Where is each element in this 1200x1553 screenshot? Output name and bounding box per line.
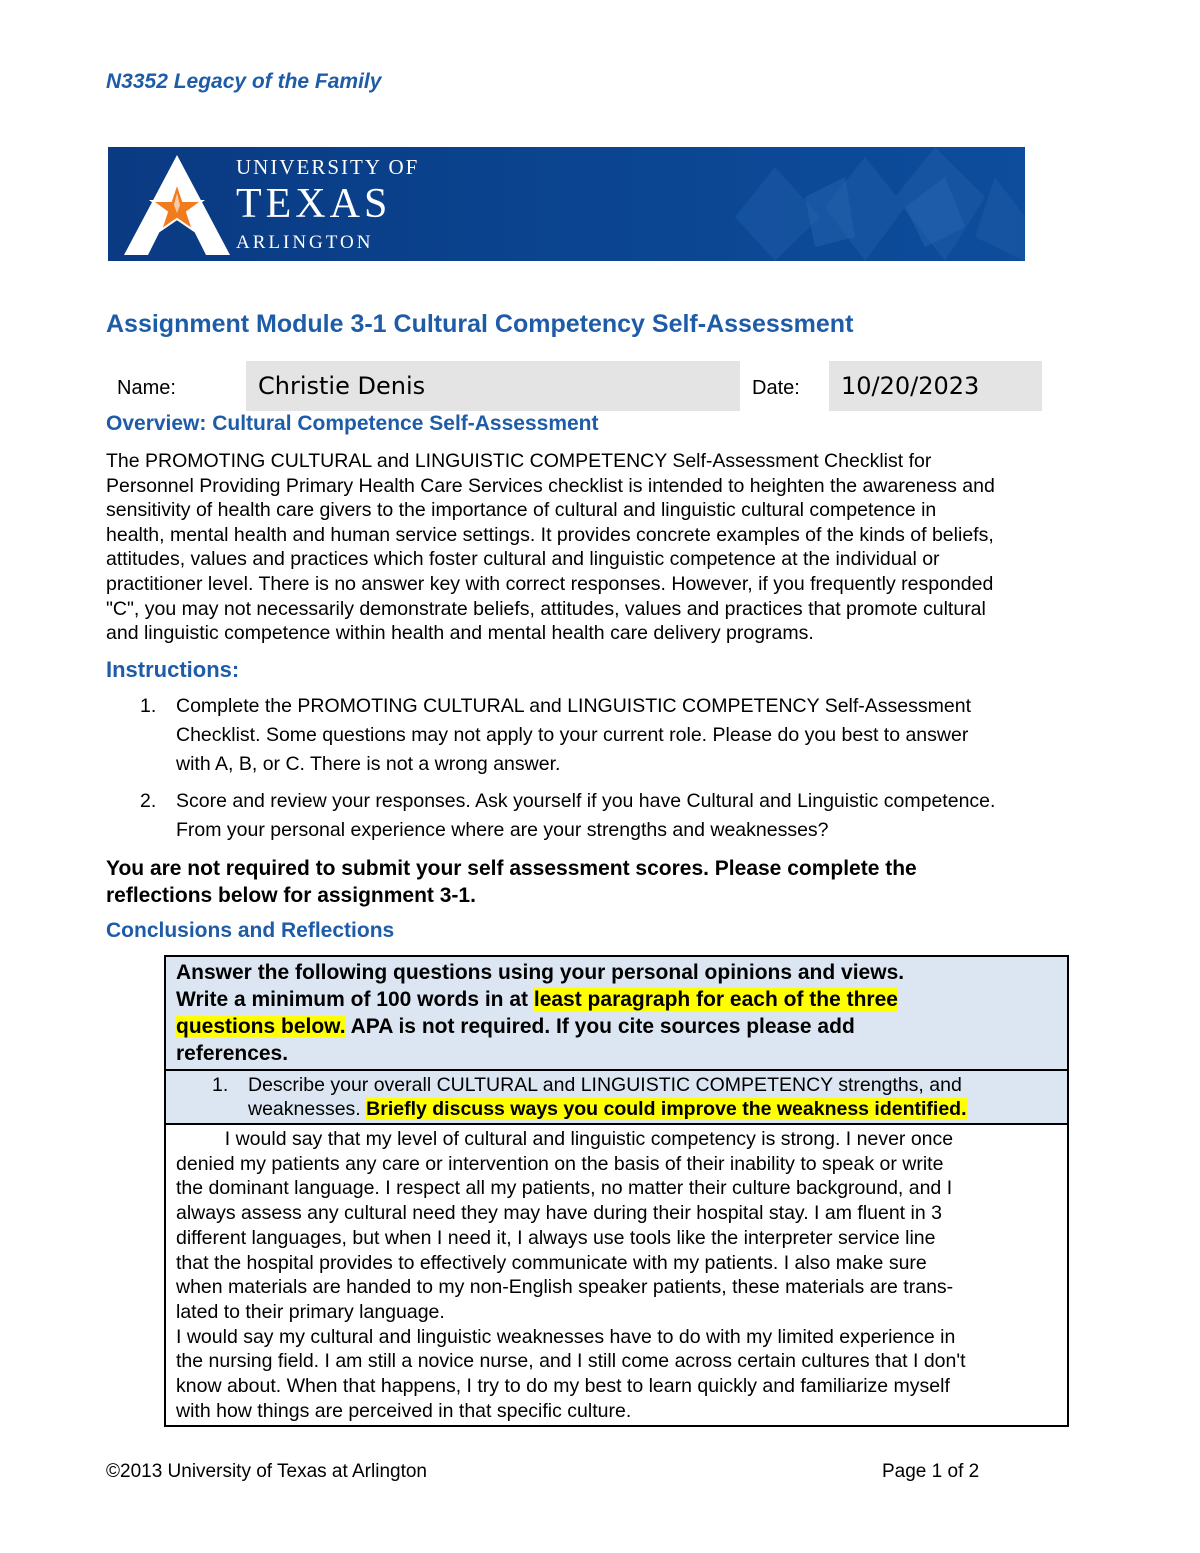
instruction-item-2: 2. Score and review your responses. Ask yourself if you have Cultural and Linguistic competence. From your personal experience where are your strengths and weaknesses? <box>140 790 996 841</box>
answer-1-text[interactable]: I would say that my level of cultural and linguistic competency is strong. I never once denied my patients any care or intervention on the basis of their inability to speak or write the dominant language. I respect all my patients, no matter their culture background, and I always assess any cultural need they may have during their hospital stay. I am fluent in 3 different languages, but when I need it, I always use tools like the interpreter service line that the hospital provides to effectively communicate with my patients. I also make sure when materials are handed to my non-English speaker patients, these materials are trans- lated to their primary language. I would say my cultural and linguistic weaknesses have to do with my limited experience in the nursing field. I am still a novice nurse, and I still come across certain cultures that I don't know about. When that happens, I try to do my best to learn quickly and familiarize myself with how things are perceived in that specific culture. <box>176 1128 966 1422</box>
date-field[interactable]: 10/20/2023 <box>829 361 1042 411</box>
reflection-table <box>164 955 1069 1427</box>
banner-line-arlington: ARLINGTON <box>236 232 374 253</box>
course-title: N3352 Legacy of the Family <box>106 70 382 93</box>
submission-note: You are not required to submit your self assessment scores. Please complete the reflections below for assignment 3-1. <box>106 857 917 907</box>
star-pattern-decoration <box>605 147 1025 261</box>
instruction-item-1: 1. Complete the PROMOTING CULTURAL and LINGUISTIC COMPETENCY Self-Assessment Checklist. Some questions may not apply to your current role. Please do you best to answer with A, B, or C. There is not a wrong answer. <box>140 695 972 775</box>
overview-paragraph: The PROMOTING CULTURAL and LINGUISTIC COMPETENCY Self-Assessment Checklist for Personnel Providing Primary Health Care Services checklist is intended to heighten the awareness and sensitivity of health care givers to the importance of cultural and linguistic cultural competence in health, mental health and human service settings. It provides concrete examples of the kinds of beliefs, attitudes, values and practices which foster cultural and linguistic competence at the individual or practitioner level. There is no answer key with correct responses. However, if you frequently responded "C", you may not necessarily demonstrate beliefs, attitudes, values and practices that promote cultural and linguistic competence within health and mental health care delivery programs. <box>106 450 995 645</box>
conclusions-heading: Conclusions and Reflections <box>106 919 395 942</box>
footer-page-number: Page 1 of 2 <box>882 1461 980 1482</box>
instructions-heading: Instructions: <box>106 657 240 682</box>
uta-a-star-logo <box>122 153 232 257</box>
reflection-table-header: Answer the following questions using your personal opinions and views. Write a minimum of 100 words in at least paragraph for each of the three questions below. APA is not required. If you cite sources please add references. <box>166 957 1067 1071</box>
banner-line-texas: TEXAS <box>236 181 392 227</box>
question-1-row: 1. Describe your overall CULTURAL and LINGUISTIC COMPETENCY strengths, and weaknesses. Briefly discuss ways you could improve the weakness identified. <box>166 1071 1067 1125</box>
date-label: Date: <box>752 377 800 399</box>
page-title: Assignment Module 3-1 Cultural Competency Self-Assessment <box>106 310 854 338</box>
name-field[interactable]: Christie Denis <box>246 361 740 411</box>
name-label: Name: <box>117 377 176 399</box>
footer-copyright: ©2013 University of Texas at Arlington <box>106 1461 427 1482</box>
overview-heading: Overview: Cultural Competence Self-Assessment <box>106 412 599 435</box>
banner-line-university: UNIVERSITY OF <box>236 155 420 179</box>
university-banner <box>108 147 1025 261</box>
